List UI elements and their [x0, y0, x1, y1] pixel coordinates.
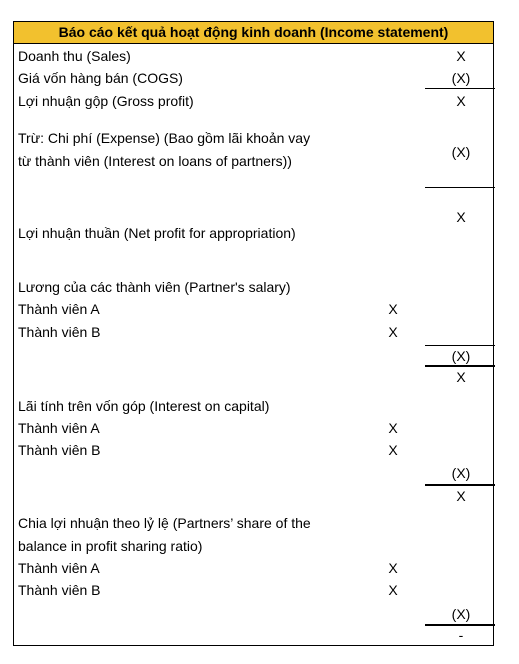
expense-amount: (X) [451, 144, 471, 160]
statement-title: Báo cáo kết quả hoạt động kinh doanh (Income statement) [13, 21, 494, 44]
gross-profit-label: Lợi nhuận gộp (Gross profit) [18, 93, 194, 109]
cogs-underline [425, 88, 495, 89]
salary-subtotal: (X) [451, 348, 471, 364]
share-balance: - [458, 627, 464, 643]
sales-amount: X [456, 48, 466, 64]
salary-partner-a-value: X [388, 301, 398, 317]
salary-subtotal-overline [425, 345, 495, 346]
salary-partner-a-label: Thành viên A [18, 301, 100, 317]
interest-capital-label: Lãi tính trên vốn góp (Interest on capital) [18, 398, 270, 414]
salary-balance: X [456, 369, 466, 385]
expense-label-line1: Trừ: Chi phí (Expense) (Bao gồm lãi khoản vay [18, 130, 311, 146]
profit-share-label-line2: balance in profit sharing ratio) [18, 538, 203, 554]
gross-profit-amount: X [456, 93, 466, 109]
salary-partner-b-value: X [388, 324, 398, 340]
salary-partner-b-label: Thành viên B [18, 324, 101, 340]
expense-underline [425, 187, 495, 188]
interest-partner-b-label: Thành viên B [18, 442, 101, 458]
net-profit-label: Lợi nhuận thuần (Net profit for appropriation) [18, 225, 296, 241]
salary-subtotal-underline [425, 365, 495, 367]
profit-share-label-line1: Chia lợi nhuận theo lỷ lệ (Partners’ share of the [18, 515, 311, 531]
share-partner-a-label: Thành viên A [18, 560, 100, 576]
interest-subtotal-underline [425, 484, 495, 486]
interest-subtotal: (X) [451, 465, 471, 481]
interest-partner-b-value: X [388, 442, 398, 458]
share-partner-a-value: X [388, 560, 398, 576]
sales-label: Doanh thu (Sales) [18, 48, 131, 64]
cogs-label: Giá vốn hàng bán (COGS) [18, 70, 183, 86]
interest-partner-a-value: X [388, 420, 398, 436]
share-partner-b-value: X [388, 582, 398, 598]
share-subtotal: (X) [451, 606, 471, 622]
salary-label: Lương của các thành viên (Partner's salary) [18, 279, 291, 295]
net-profit-amount: X [456, 209, 466, 225]
expense-label-line2: từ thành viên (Interest on loans of partners)) [18, 153, 292, 169]
interest-balance: X [456, 488, 466, 504]
interest-partner-a-label: Thành viên A [18, 420, 100, 436]
cogs-amount: (X) [451, 70, 471, 86]
share-partner-b-label: Thành viên B [18, 582, 101, 598]
